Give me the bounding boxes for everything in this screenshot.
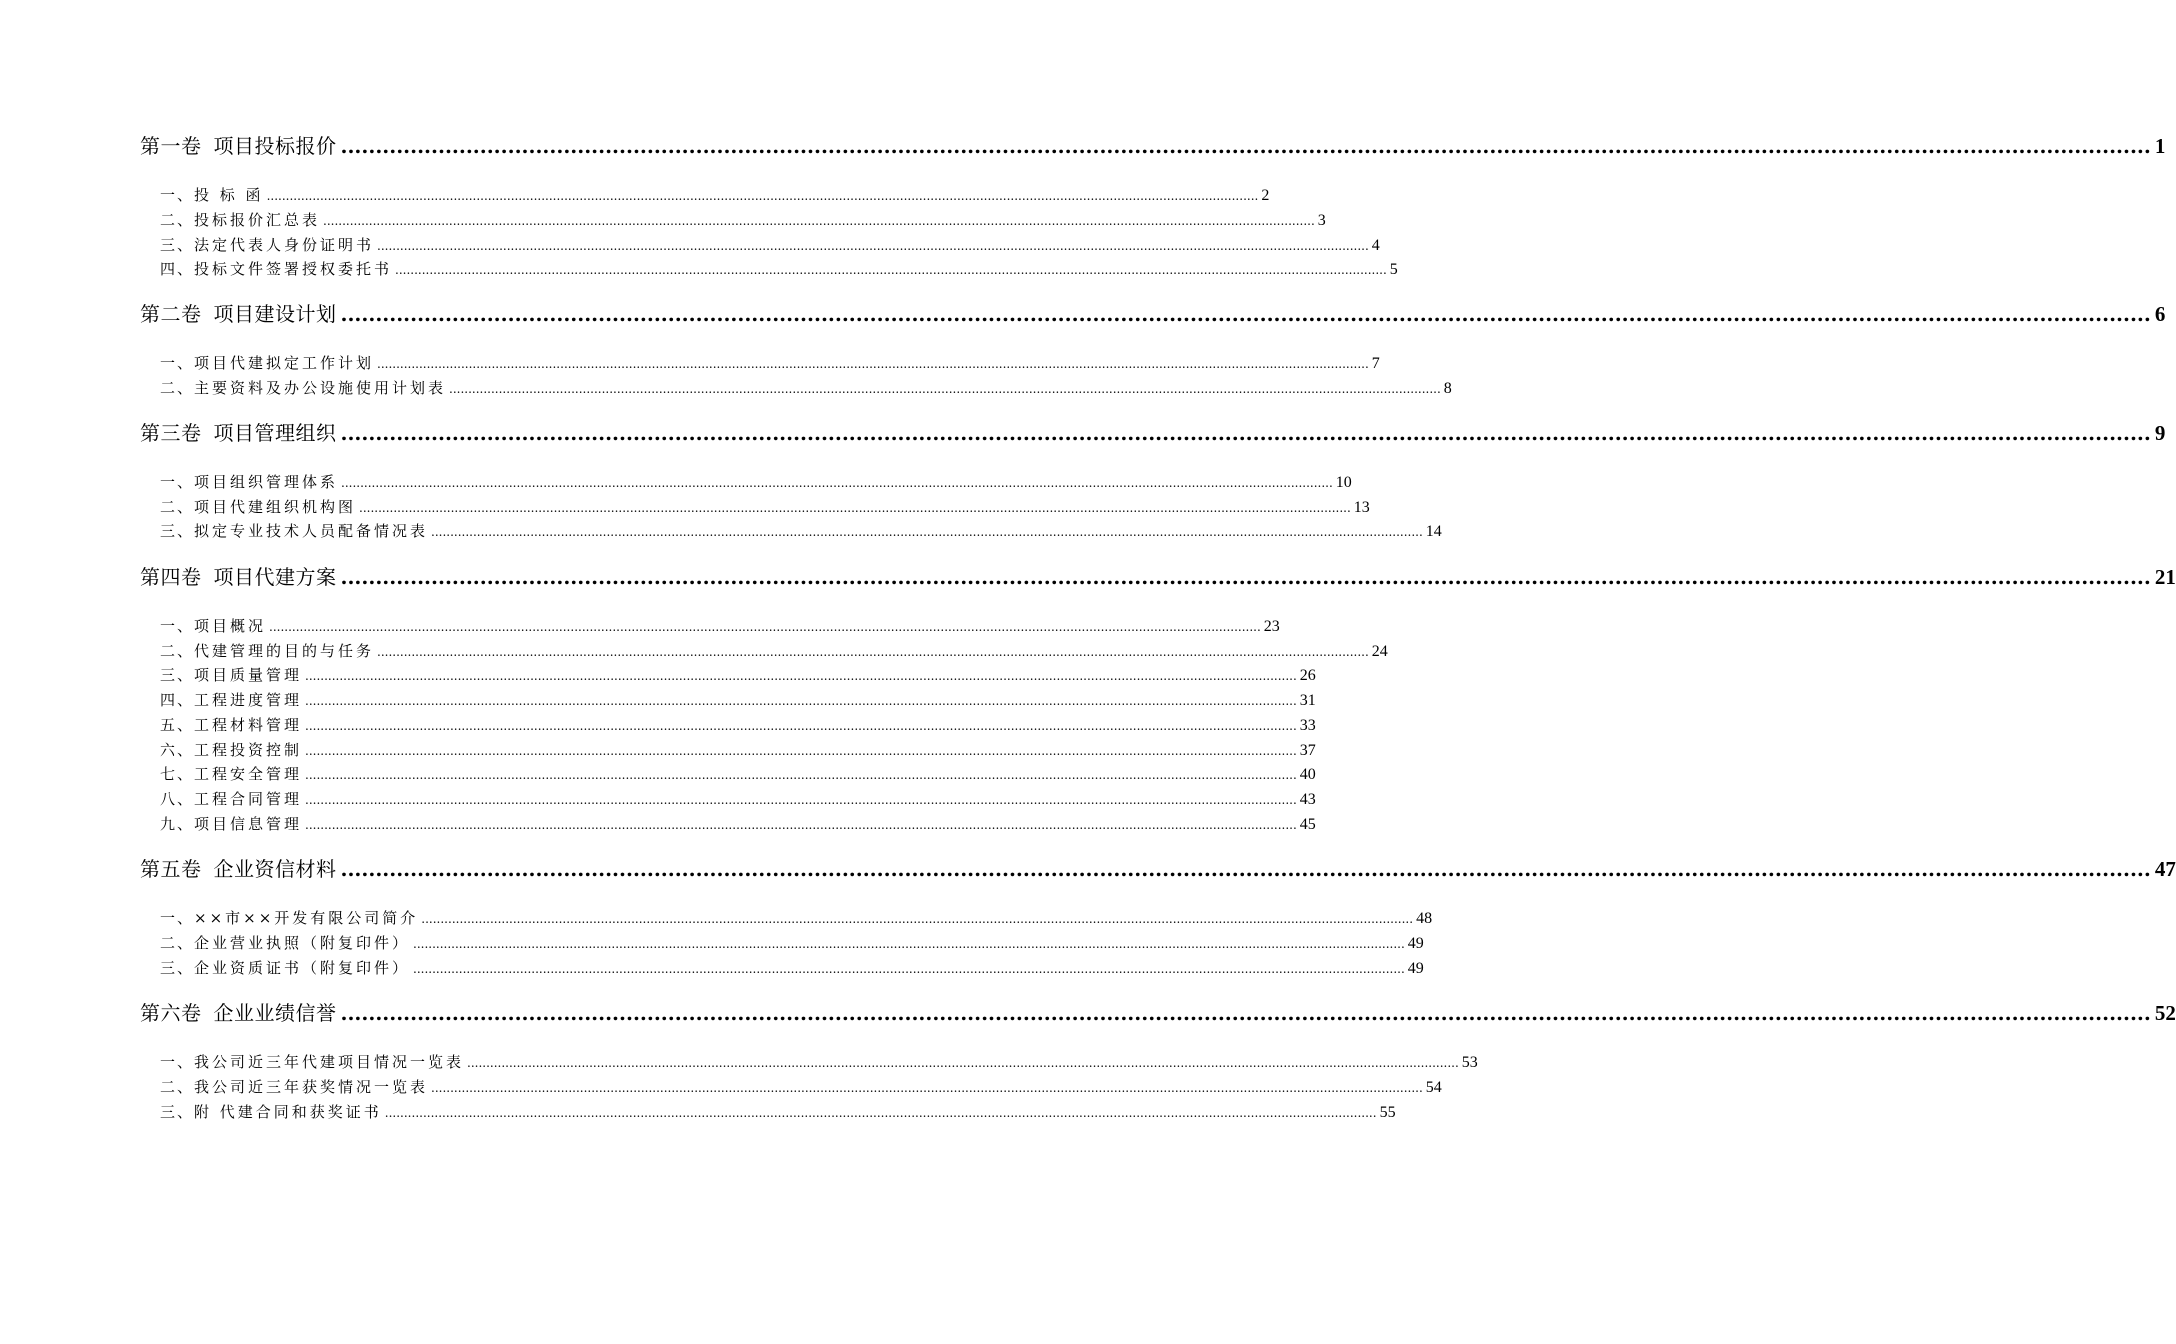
toc-item[interactable] <box>160 1076 1442 1098</box>
toc-item[interactable] <box>160 640 1388 662</box>
item-title: 附 代建合同和获奖证书 <box>194 1103 382 1121</box>
item-page-number: 43 <box>1299 791 1316 808</box>
toc-item[interactable] <box>160 932 1424 954</box>
toc-item[interactable] <box>160 520 1442 542</box>
item-page-number: 40 <box>1299 766 1316 783</box>
volume-page-number: 1 <box>2154 134 2166 158</box>
item-page-number: 14 <box>1425 523 1442 540</box>
leader-dots: .................................................................................................................................................................................................................................................................... <box>431 525 1423 539</box>
item-title: 工程合同管理 <box>194 790 303 808</box>
toc-item[interactable] <box>160 471 1352 493</box>
item-page-number: 8 <box>1443 380 1452 397</box>
leader-dots: .................................................................................................................................................................................................................................................................... <box>413 962 1405 976</box>
toc-item[interactable] <box>160 664 1316 686</box>
item-title: ××市××开发有限公司简介 <box>194 909 419 927</box>
item-page-number: 4 <box>1371 237 1380 254</box>
item-number: 一、 <box>160 909 195 927</box>
toc-item[interactable] <box>160 258 1398 280</box>
leader-dots: .................................................................................................................................................................................................................................................................... <box>384 1106 1377 1120</box>
toc-volume-6[interactable] <box>140 997 2176 1031</box>
leader-dots: .................................................................................................................................................................................................................................................................... <box>377 357 1369 371</box>
item-title: 工程安全管理 <box>194 765 303 783</box>
volume-title: 企业业绩信誉 <box>213 1001 337 1025</box>
toc-volume-1[interactable] <box>140 130 2166 164</box>
leader-dots: .................................................................................................................................................................................................................................................................... <box>305 669 1297 683</box>
item-title: 拟定专业技术人员配备情况表 <box>194 522 429 540</box>
item-page-number: 31 <box>1299 692 1316 709</box>
leader-dots: .................................................................................................................................................................................................................................................................... <box>449 382 1441 396</box>
item-title: 投标报价汇总表 <box>194 211 321 229</box>
volume-title: 项目管理组织 <box>213 421 337 445</box>
toc-item[interactable] <box>160 739 1316 761</box>
item-page-number: 37 <box>1299 742 1316 759</box>
volume-page-number: 9 <box>2154 421 2166 445</box>
volume-page-number: 52 <box>2154 1001 2176 1025</box>
item-number: 二、 <box>160 498 195 516</box>
toc-volume-4[interactable] <box>140 561 2176 595</box>
leader-dots: .................................................................................................................................................................................................................................................................... <box>341 476 1333 490</box>
item-title: 企业营业执照（附复印件） <box>194 934 411 952</box>
item-page-number: 7 <box>1371 355 1380 372</box>
toc-item[interactable] <box>160 184 1270 206</box>
toc-item[interactable] <box>160 377 1452 399</box>
leader-dots: .................................................................................................................................................................................................................................................................... <box>269 620 1261 634</box>
volume-title: 项目建设计划 <box>213 302 337 326</box>
toc-item[interactable] <box>160 352 1380 374</box>
item-title: 我公司近三年代建项目情况一览表 <box>194 1053 465 1071</box>
leader-dots: .................................................................................................................................................................................................................................................................... <box>467 1056 1459 1070</box>
toc-item[interactable] <box>160 714 1316 736</box>
item-title: 项目概况 <box>194 617 267 635</box>
volume-title: 项目投标报价 <box>213 134 337 158</box>
volume-label: 第五卷 <box>140 857 202 881</box>
item-page-number: 55 <box>1379 1104 1396 1121</box>
item-number: 七、 <box>160 765 195 783</box>
volume-title: 企业资信材料 <box>213 857 337 881</box>
item-number: 二、 <box>160 211 195 229</box>
item-number: 三、 <box>160 1103 195 1121</box>
item-title: 工程进度管理 <box>194 691 303 709</box>
item-page-number: 53 <box>1461 1054 1478 1071</box>
item-title: 投标文件签署授权委托书 <box>194 260 393 278</box>
leader-dots: .................................................................................................................................................................................................................................................................... <box>421 912 1414 926</box>
leader-dots: .................................................................................................................................................................................................................................................................... <box>340 1001 2151 1025</box>
item-page-number: 3 <box>1317 212 1326 229</box>
item-title: 法定代表人身份证明书 <box>194 236 375 254</box>
toc-item[interactable] <box>160 496 1370 518</box>
item-page-number: 49 <box>1407 935 1424 952</box>
item-title: 项目信息管理 <box>194 815 303 833</box>
leader-dots: .................................................................................................................................................................................................................................................................... <box>377 645 1369 659</box>
volume-label: 第一卷 <box>140 134 202 158</box>
volume-label: 第六卷 <box>140 1001 202 1025</box>
leader-dots: .................................................................................................................................................................................................................................................................... <box>340 565 2151 589</box>
item-number: 三、 <box>160 666 195 684</box>
item-number: 九、 <box>160 815 195 833</box>
toc-item[interactable] <box>160 813 1316 835</box>
toc-item[interactable] <box>160 615 1280 637</box>
leader-dots: .................................................................................................................................................................................................................................................................... <box>305 818 1297 832</box>
leader-dots: .................................................................................................................................................................................................................................................................... <box>359 501 1351 515</box>
item-title: 我公司近三年获奖情况一览表 <box>194 1078 429 1096</box>
item-number: 四、 <box>160 691 195 709</box>
item-page-number: 48 <box>1416 910 1433 927</box>
item-page-number: 49 <box>1407 960 1424 977</box>
toc-item[interactable] <box>160 1051 1478 1073</box>
leader-dots: .................................................................................................................................................................................................................................................................... <box>305 793 1297 807</box>
item-title: 项目质量管理 <box>194 666 303 684</box>
item-title: 企业资质证书（附复印件） <box>194 959 411 977</box>
item-page-number: 45 <box>1299 816 1316 833</box>
leader-dots: .................................................................................................................................................................................................................................................................... <box>323 214 1315 228</box>
volume-page-number: 21 <box>2154 565 2176 589</box>
volume-label: 第二卷 <box>140 302 202 326</box>
item-number: 三、 <box>160 522 195 540</box>
toc-item[interactable] <box>160 957 1424 979</box>
item-page-number: 33 <box>1299 717 1316 734</box>
item-page-number: 54 <box>1425 1079 1442 1096</box>
volume-page-number: 6 <box>2154 302 2166 326</box>
item-title: 项目组织管理体系 <box>194 473 339 491</box>
item-title: 投 标 函 <box>194 186 264 204</box>
item-number: 六、 <box>160 741 195 759</box>
item-number: 一、 <box>160 186 195 204</box>
item-page-number: 2 <box>1261 187 1270 204</box>
leader-dots: .................................................................................................................................................................................................................................................................... <box>395 263 1387 277</box>
toc-item[interactable] <box>160 788 1316 810</box>
toc-item[interactable] <box>160 907 1433 929</box>
item-number: 一、 <box>160 617 195 635</box>
toc-volume-3[interactable] <box>140 417 2166 451</box>
leader-dots: .................................................................................................................................................................................................................................................................... <box>305 768 1297 782</box>
leader-dots: .................................................................................................................................................................................................................................................................... <box>377 239 1369 253</box>
item-title: 项目代建组织机构图 <box>194 498 357 516</box>
item-title: 工程投资控制 <box>194 741 303 759</box>
item-title: 项目代建拟定工作计划 <box>194 354 375 372</box>
item-page-number: 23 <box>1263 618 1280 635</box>
item-title: 主要资料及办公设施使用计划表 <box>194 379 447 397</box>
item-page-number: 10 <box>1335 474 1352 491</box>
item-page-number: 13 <box>1353 499 1370 516</box>
leader-dots: .................................................................................................................................................................................................................................................................... <box>340 302 2151 326</box>
leader-dots: .................................................................................................................................................................................................................................................................... <box>340 421 2151 445</box>
leader-dots: .................................................................................................................................................................................................................................................................... <box>305 744 1297 758</box>
toc-item[interactable] <box>160 234 1380 256</box>
item-number: 三、 <box>160 236 195 254</box>
item-number: 三、 <box>160 959 195 977</box>
item-title: 代建管理的目的与任务 <box>194 642 375 660</box>
item-number: 八、 <box>160 790 195 808</box>
item-number: 二、 <box>160 642 195 660</box>
item-page-number: 24 <box>1371 643 1388 660</box>
leader-dots: .................................................................................................................................................................................................................................................................... <box>305 694 1297 708</box>
item-page-number: 5 <box>1389 261 1398 278</box>
leader-dots: .................................................................................................................................................................................................................................................................... <box>431 1081 1423 1095</box>
item-number: 一、 <box>160 473 195 491</box>
toc-item[interactable] <box>160 1101 1396 1123</box>
item-page-number: 26 <box>1299 667 1316 684</box>
item-title: 工程材料管理 <box>194 716 303 734</box>
toc-item[interactable] <box>160 689 1316 711</box>
volume-title: 项目代建方案 <box>213 565 337 589</box>
toc-item[interactable] <box>160 763 1316 785</box>
leader-dots: .................................................................................................................................................................................................................................................................... <box>340 857 2151 881</box>
toc-volume-5[interactable] <box>140 853 2176 887</box>
leader-dots: .................................................................................................................................................................................................................................................................... <box>266 189 1259 203</box>
leader-dots: .................................................................................................................................................................................................................................................................... <box>340 134 2151 158</box>
item-number: 五、 <box>160 716 195 734</box>
toc-item[interactable] <box>160 209 1326 231</box>
volume-label: 第三卷 <box>140 421 202 445</box>
volume-page-number: 47 <box>2154 857 2176 881</box>
item-number: 二、 <box>160 379 195 397</box>
leader-dots: .................................................................................................................................................................................................................................................................... <box>413 937 1405 951</box>
item-number: 一、 <box>160 354 195 372</box>
item-number: 四、 <box>160 260 195 278</box>
volume-label: 第四卷 <box>140 565 202 589</box>
item-number: 二、 <box>160 934 195 952</box>
leader-dots: .................................................................................................................................................................................................................................................................... <box>305 719 1297 733</box>
toc-volume-2[interactable] <box>140 298 2166 332</box>
item-number: 一、 <box>160 1053 195 1071</box>
item-number: 二、 <box>160 1078 195 1096</box>
